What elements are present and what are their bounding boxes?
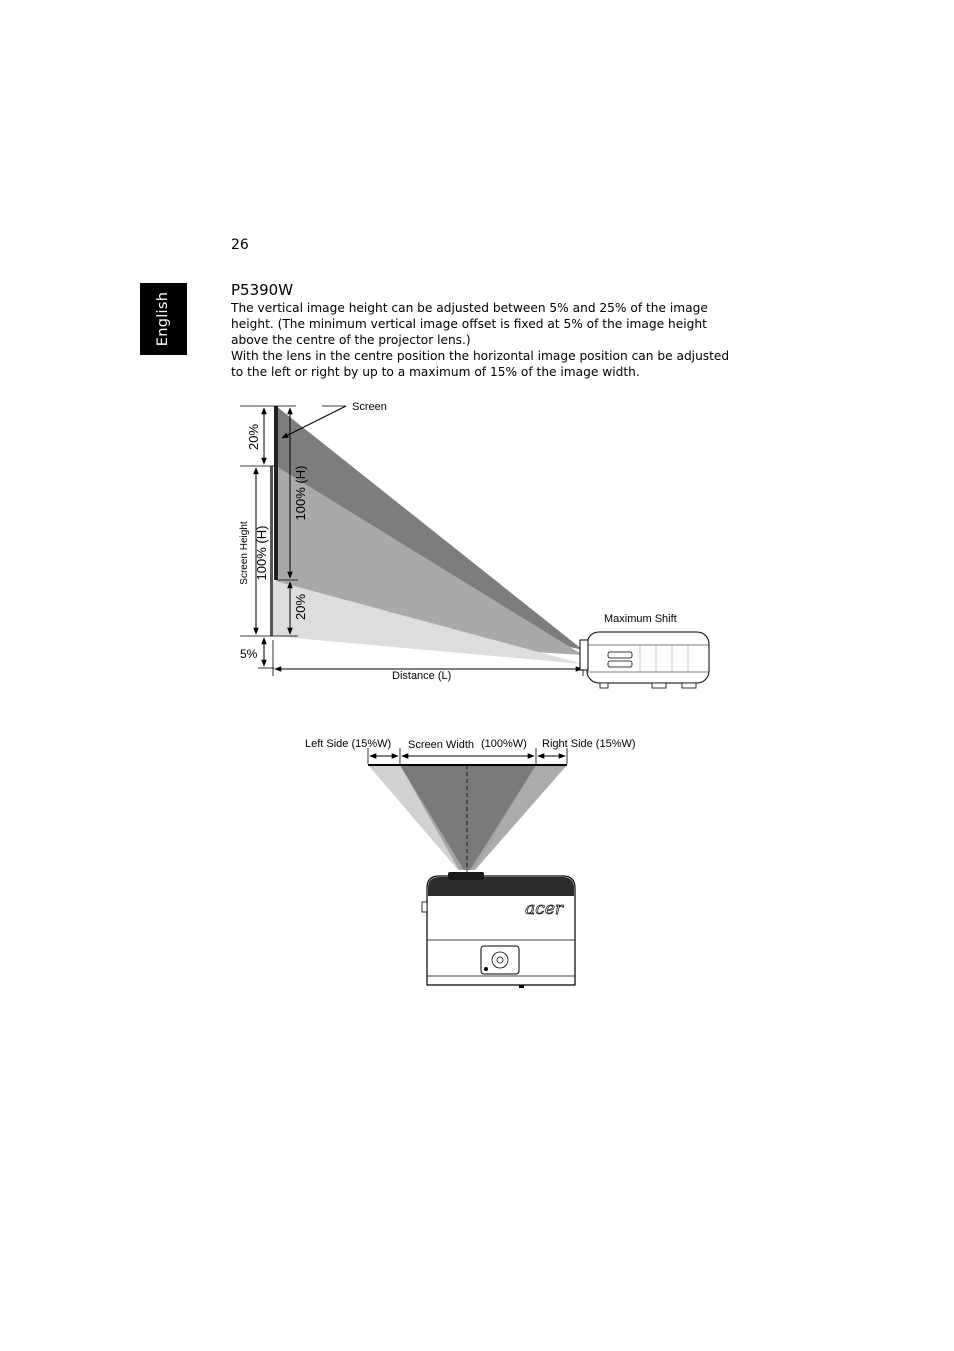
screen-width-pct-label: (100%W) xyxy=(481,738,527,750)
top-pct-label: 20% xyxy=(246,423,261,451)
screen-height-pct-label: 100% (H) xyxy=(254,525,269,581)
acer-logo: acer xyxy=(525,899,563,919)
screen-width-label: Screen Width xyxy=(408,739,475,751)
offset-pct-label: 5% xyxy=(240,647,258,661)
paragraph-vertical-adjust: The vertical image height can be adjusted between 5% and 25% of the image height. (The minimum vertical image offset is fixed at 5% of the image height above the centre of the projector lens.) xyxy=(231,301,708,347)
max-shift-label: Maximum Shift xyxy=(604,613,677,625)
screen-label: Screen xyxy=(352,401,387,413)
section-title: P5390W xyxy=(231,281,294,299)
language-tab-label: English xyxy=(155,291,172,347)
screen-height-label: Screen Height xyxy=(239,521,250,585)
paragraph-horizontal-adjust: With the lens in the centre position the horizontal image position can be adjusted to the left or right by up to a maximum of 15% of the image width. xyxy=(231,349,730,379)
top-view-diagram xyxy=(305,738,636,988)
projector-top-icon xyxy=(422,872,575,988)
page-number: 26 xyxy=(231,237,249,253)
control-keypad-icon xyxy=(481,946,519,974)
left-side-label: Left Side (15%W) xyxy=(305,738,392,750)
full-height-label: 100% (H) xyxy=(293,465,308,521)
screen-upper xyxy=(274,406,278,580)
projector-side-icon xyxy=(580,632,709,688)
side-view-diagram xyxy=(239,401,709,688)
screen-lower xyxy=(270,466,273,636)
distance-label: Distance (L) xyxy=(392,670,452,682)
right-side-label: Right Side (15%W) xyxy=(542,738,636,750)
bottom-pct-label: 20% xyxy=(293,593,308,621)
